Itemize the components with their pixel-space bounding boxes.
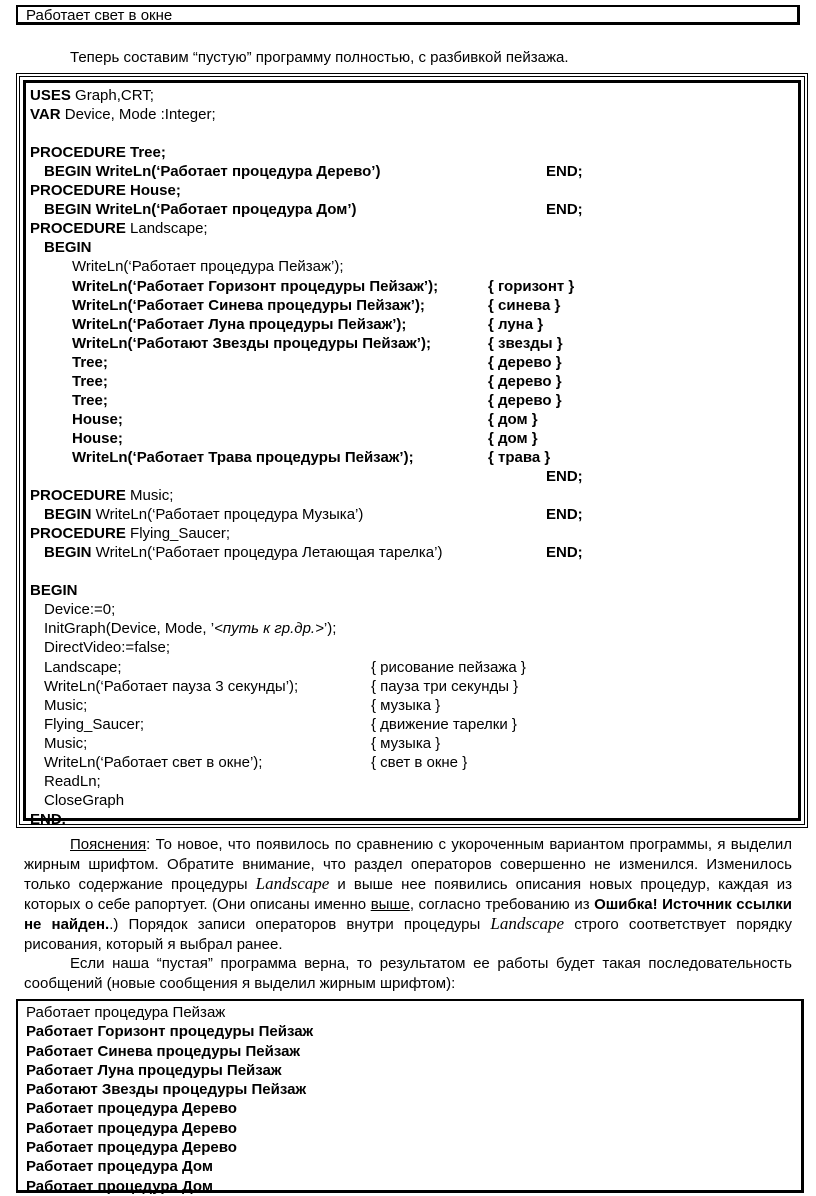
code-line [44,638,170,657]
code-comment: { дом } [488,429,538,447]
code-line [44,200,357,219]
code-line [44,600,115,619]
code-token: House; [72,410,123,428]
code-comment: { звезды } [488,334,563,352]
explanation-paragraph-1 [24,835,792,954]
code-line [44,619,336,638]
code-token: WriteLn(‘Работает пауза 3 секунды’); [44,677,299,695]
code-line [72,410,123,429]
explanation-paragraph-2: Если наша “пустая” программа верна, то результатом ее работы будет такая последовательность сообщений (новые сообщения я выделил жирным шрифтом): [24,955,792,992]
code-line [30,86,154,105]
landscape-term-2: Landscape [490,914,565,933]
explanation-text-e: строго соответствует порядку рисования, который я выбрал ранее. [24,916,792,953]
code-line [72,448,414,467]
code-line [72,372,108,391]
code-token: Graph,CRT; [70,87,154,104]
code-token: WriteLn(‘Работает процедура Летающая тарелка’) [91,544,443,562]
code-token: ReadLn; [44,772,101,790]
output-line: Работают Звезды процедуры Пейзаж [26,1081,307,1099]
code-line [44,696,87,715]
above-link[interactable]: выше [370,895,410,913]
code-token: PROCEDURE [30,487,126,505]
code-token: PROCEDURE [30,525,126,543]
code-line [44,677,298,696]
code-line [30,486,173,505]
code-token: PROCEDURE [30,220,126,238]
code-line [30,143,166,162]
code-line [30,181,181,200]
code-line [44,715,144,734]
output-line: Работает процедура Дерево [26,1100,237,1118]
code-token: BEGIN [44,506,92,524]
code-token: House; [72,429,123,447]
code-line [72,277,438,296]
code-comment: { горизонт } [488,277,575,295]
code-comment: { дерево } [488,372,562,390]
code-comment: { дерево } [488,391,562,409]
header-box-text: Работает свет в окне [26,7,173,24]
code-comment: { пауза три секунды } [371,677,519,695]
code-line [44,753,262,772]
code-token: Device, Mode :Integer; [60,106,216,124]
code-token: BEGIN WriteLn(‘Работает процедура Дом’) [44,201,357,219]
code-comment: { музыка } [371,696,441,714]
code-token: WriteLn(‘Работает процедура Музыка’) [91,506,364,524]
explanation-text-c: , согласно требованию из [409,895,595,913]
code-token: USES [30,87,71,104]
code-end-keyword: END; [546,201,583,219]
code-token: Device:=0; [44,601,116,619]
code-token: WriteLn(‘Работает Синева процедуры Пейзаж’); [72,296,425,314]
code-comment: { рисование пейзажа } [371,658,526,676]
code-comment: { дерево } [488,353,562,371]
code-token: ’); [323,620,337,638]
code-line [30,581,78,600]
explanation [24,835,792,993]
code-token: WriteLn(‘Работает Луна процедуры Пейзаж’); [72,315,407,333]
code-line [30,219,208,238]
code-token: WriteLn(‘Работает Трава процедуры Пейзаж’); [72,448,414,466]
code-listing-box [16,73,808,828]
code-line [44,505,363,524]
code-token: Music; [125,487,174,505]
output-line: Работает Луна процедуры Пейзаж [26,1061,282,1079]
code-token: PROCEDURE Tree; [30,144,166,162]
code-line [72,296,425,315]
code-token: END. [30,810,66,828]
code-token: WriteLn(‘Работает Горизонт процедуры Пейзаж’); [72,277,439,295]
code-token: WriteLn(‘Работает свет в окне’); [44,753,263,771]
code-token: VAR [30,106,61,124]
code-token: <путь к гр.др.> [214,620,324,638]
code-comment: { луна } [488,315,544,333]
code-comment: { синева } [488,296,561,314]
header-box [16,5,800,25]
code-comment: { дом } [488,410,538,428]
code-token: Tree; [72,353,108,371]
code-token: DirectVideo:=false; [44,639,171,657]
output-line: Работает процедура Дом [26,1158,213,1176]
code-token: WriteLn(‘Работает процедура Пейзаж’); [72,258,344,276]
output-line: Работает Синева процедуры Пейзаж [26,1042,301,1060]
code-end-keyword: END; [546,544,583,562]
code-line [72,257,344,276]
explanation-text-d: .) Порядок записи операторов внутри процедуры [109,916,491,933]
code-line [30,810,66,829]
code-token: PROCEDURE House; [30,182,181,200]
explanation-label: Пояснения [70,836,147,853]
code-line [30,524,230,543]
code-token: BEGIN [44,544,92,562]
code-comment: { трава } [488,448,551,466]
code-comment: { движение тарелки } [371,715,517,733]
code-token: Tree; [72,391,108,409]
code-end-keyword: END; [546,163,583,181]
code-token: BEGIN WriteLn(‘Работает процедура Дерево’) [44,163,381,181]
output-box [16,999,804,1193]
code-token: InitGraph(Device, Mode, ’ [44,620,215,638]
code-line [44,162,380,181]
explanation-text-b: и выше нее появились описания новых процедур, каждая из которых о себе рапортует. (Они описаны именно [24,876,792,913]
code-token: Landscape; [44,658,122,676]
code-token: Music; [44,696,88,714]
code-line [44,734,87,753]
code-token: WriteLn(‘Работают Звезды процедуры Пейзаж’); [72,334,431,352]
output-line: Работает процедура Дерево [26,1139,237,1157]
code-line [44,791,124,810]
code-line [72,353,108,372]
code-line [72,334,431,353]
explanation-text-a: : То новое, что появилось по сравнению с укороченным вариантом программы, я выделил жирным шрифтом. Обратите внимание, что раздел операторов совершенно не изменился. Изменилось только содержание процедуры [24,836,792,893]
code-line [30,105,216,124]
code-line [72,429,123,448]
error-reference[interactable]: Ошибка! Источник ссылки не найден. [24,895,792,933]
code-comment: { свет в окне } [371,753,468,771]
code-token: Tree; [72,372,108,390]
code-token: Flying_Saucer; [125,525,231,543]
code-line [44,772,101,791]
landscape-term: Landscape [255,874,330,893]
code-token: CloseGraph [44,791,125,809]
intro-text: Теперь составим “пустую” программу полностью, с разбивкой пейзажа. [70,49,569,66]
code-listing [23,80,801,828]
code-token: Landscape; [125,220,208,238]
code-end-keyword: END; [546,506,583,524]
output-line: Работает процедура Дом [26,1177,213,1195]
code-end-keyword: END; [546,468,583,485]
output-line: Работает Горизонт процедуры Пейзаж [26,1023,314,1041]
code-line [44,543,442,562]
code-token: BEGIN [30,582,78,600]
code-comment: { музыка } [371,734,441,752]
code-line [72,391,108,410]
code-token: Flying_Saucer; [44,715,145,733]
code-token: BEGIN [44,239,92,257]
code-line [44,238,92,257]
output-line: Работает процедура Пейзаж [26,1004,226,1021]
code-token: Music; [44,734,88,752]
code-line [44,658,122,677]
code-line [72,315,406,334]
output-line: Работает процедура Дерево [26,1119,237,1137]
